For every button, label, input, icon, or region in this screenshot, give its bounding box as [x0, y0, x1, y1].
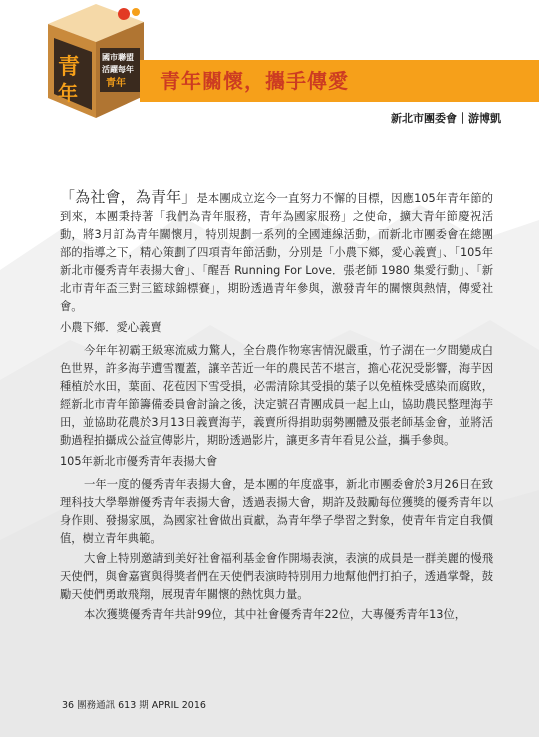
section-heading-farmers: 小農下鄉．愛心義賣 [60, 321, 162, 334]
lead-quote: 「為社會，為青年」 [60, 188, 197, 206]
svg-text:青年: 青年 [106, 78, 126, 89]
article-title: 青年關懷，攜手傳愛 [160, 69, 349, 93]
intro-text: 是本團成立迄今一直努力不懈的目標，因應105年青年節的到來，本團秉持著「我們為青年服務，青年為國家服務」之使命，擴大青年節慶祝活動，將3月訂為青年關懷月，特別規劃一系列的全國連線活動，而新北市團委會在總團部的指導之下，精心策劃了四項青年節活動，分別是「小農下鄉，愛心義賣」、「105年新北市優秀青年表揚大會」、「醒吾 Running For Love．張老師 1980 集愛行動」、「新北市青年盃三對三籃球錦標賽」，期盼透過青年參與，激發青年的關懷與熱情，傳愛社會。 [60, 192, 493, 313]
title-banner [140, 60, 539, 102]
svg-text:青: 青 [58, 54, 81, 80]
svg-text:年: 年 [58, 81, 78, 105]
svg-text:活躍每年: 活躍每年 [102, 65, 134, 74]
youth-day-box-logo [40, 2, 152, 120]
article-body [60, 188, 493, 626]
page-footer: 36 團務通訊 613 期 APRIL 2016 [62, 700, 206, 711]
svg-text:國市聯盟: 國市聯盟 [102, 53, 134, 62]
section-paragraph: 大會上特別邀請到美好社會福利基金會作開場表演，表演的成員是一群美麗的慢飛天使們，與會嘉賓與得獎者們在天使們表演時特別用力地幫他們打拍子，透過掌聲，鼓勵天使們勇敢飛翔，展現青年關懷的熱忱與力量。 [60, 552, 493, 601]
section-paragraph: 一年一度的優秀青年表揚大會，是本團的年度盛事，新北市團委會於3月26日在致理科技大學舉辦優秀青年表揚大會，透過表揚大會，期許及鼓勵每位獲獎的優秀青年以身作則、發揚家風，為國家社會做出貢獻，為青年學子學習之對象，使青年肯定自我價值，樹立青年典範。 [60, 478, 493, 545]
section-heading-awards: 105年新北市優秀青年表揚大會 [60, 455, 218, 468]
section-paragraph: 今年年初霸王級寒流威力驚人，全台農作物寒害情況嚴重，竹子湖在一夕間變成白色世界，許多海芋遭雪覆蓋，讓辛苦近一年的農民苦不堪言，擔心花況受影響，海芋因種植於水田，葉面、花苞因下雪受損，必需清除其受損的葉子以免植株受感染而腐敗，經新北市青年節籌備委員會討論之後，決定號召青團成員一起上山，協助農民整理海芋田，並協助花農於3月13日義賣海芋，義賣所得捐助弱勢團體及張老師基金會，並將活動過程拍攝成公益宣傳影片，期盼透過影片，讓更多青年看見公益，攜手參與。 [60, 344, 493, 447]
section-paragraph: 本次獲獎優秀青年共計99位，其中社會優秀青年22位，大專優秀青年13位， [84, 608, 467, 621]
author-byline: 新北市團委會｜游博凱 [391, 112, 501, 125]
intro-paragraph [60, 188, 493, 316]
